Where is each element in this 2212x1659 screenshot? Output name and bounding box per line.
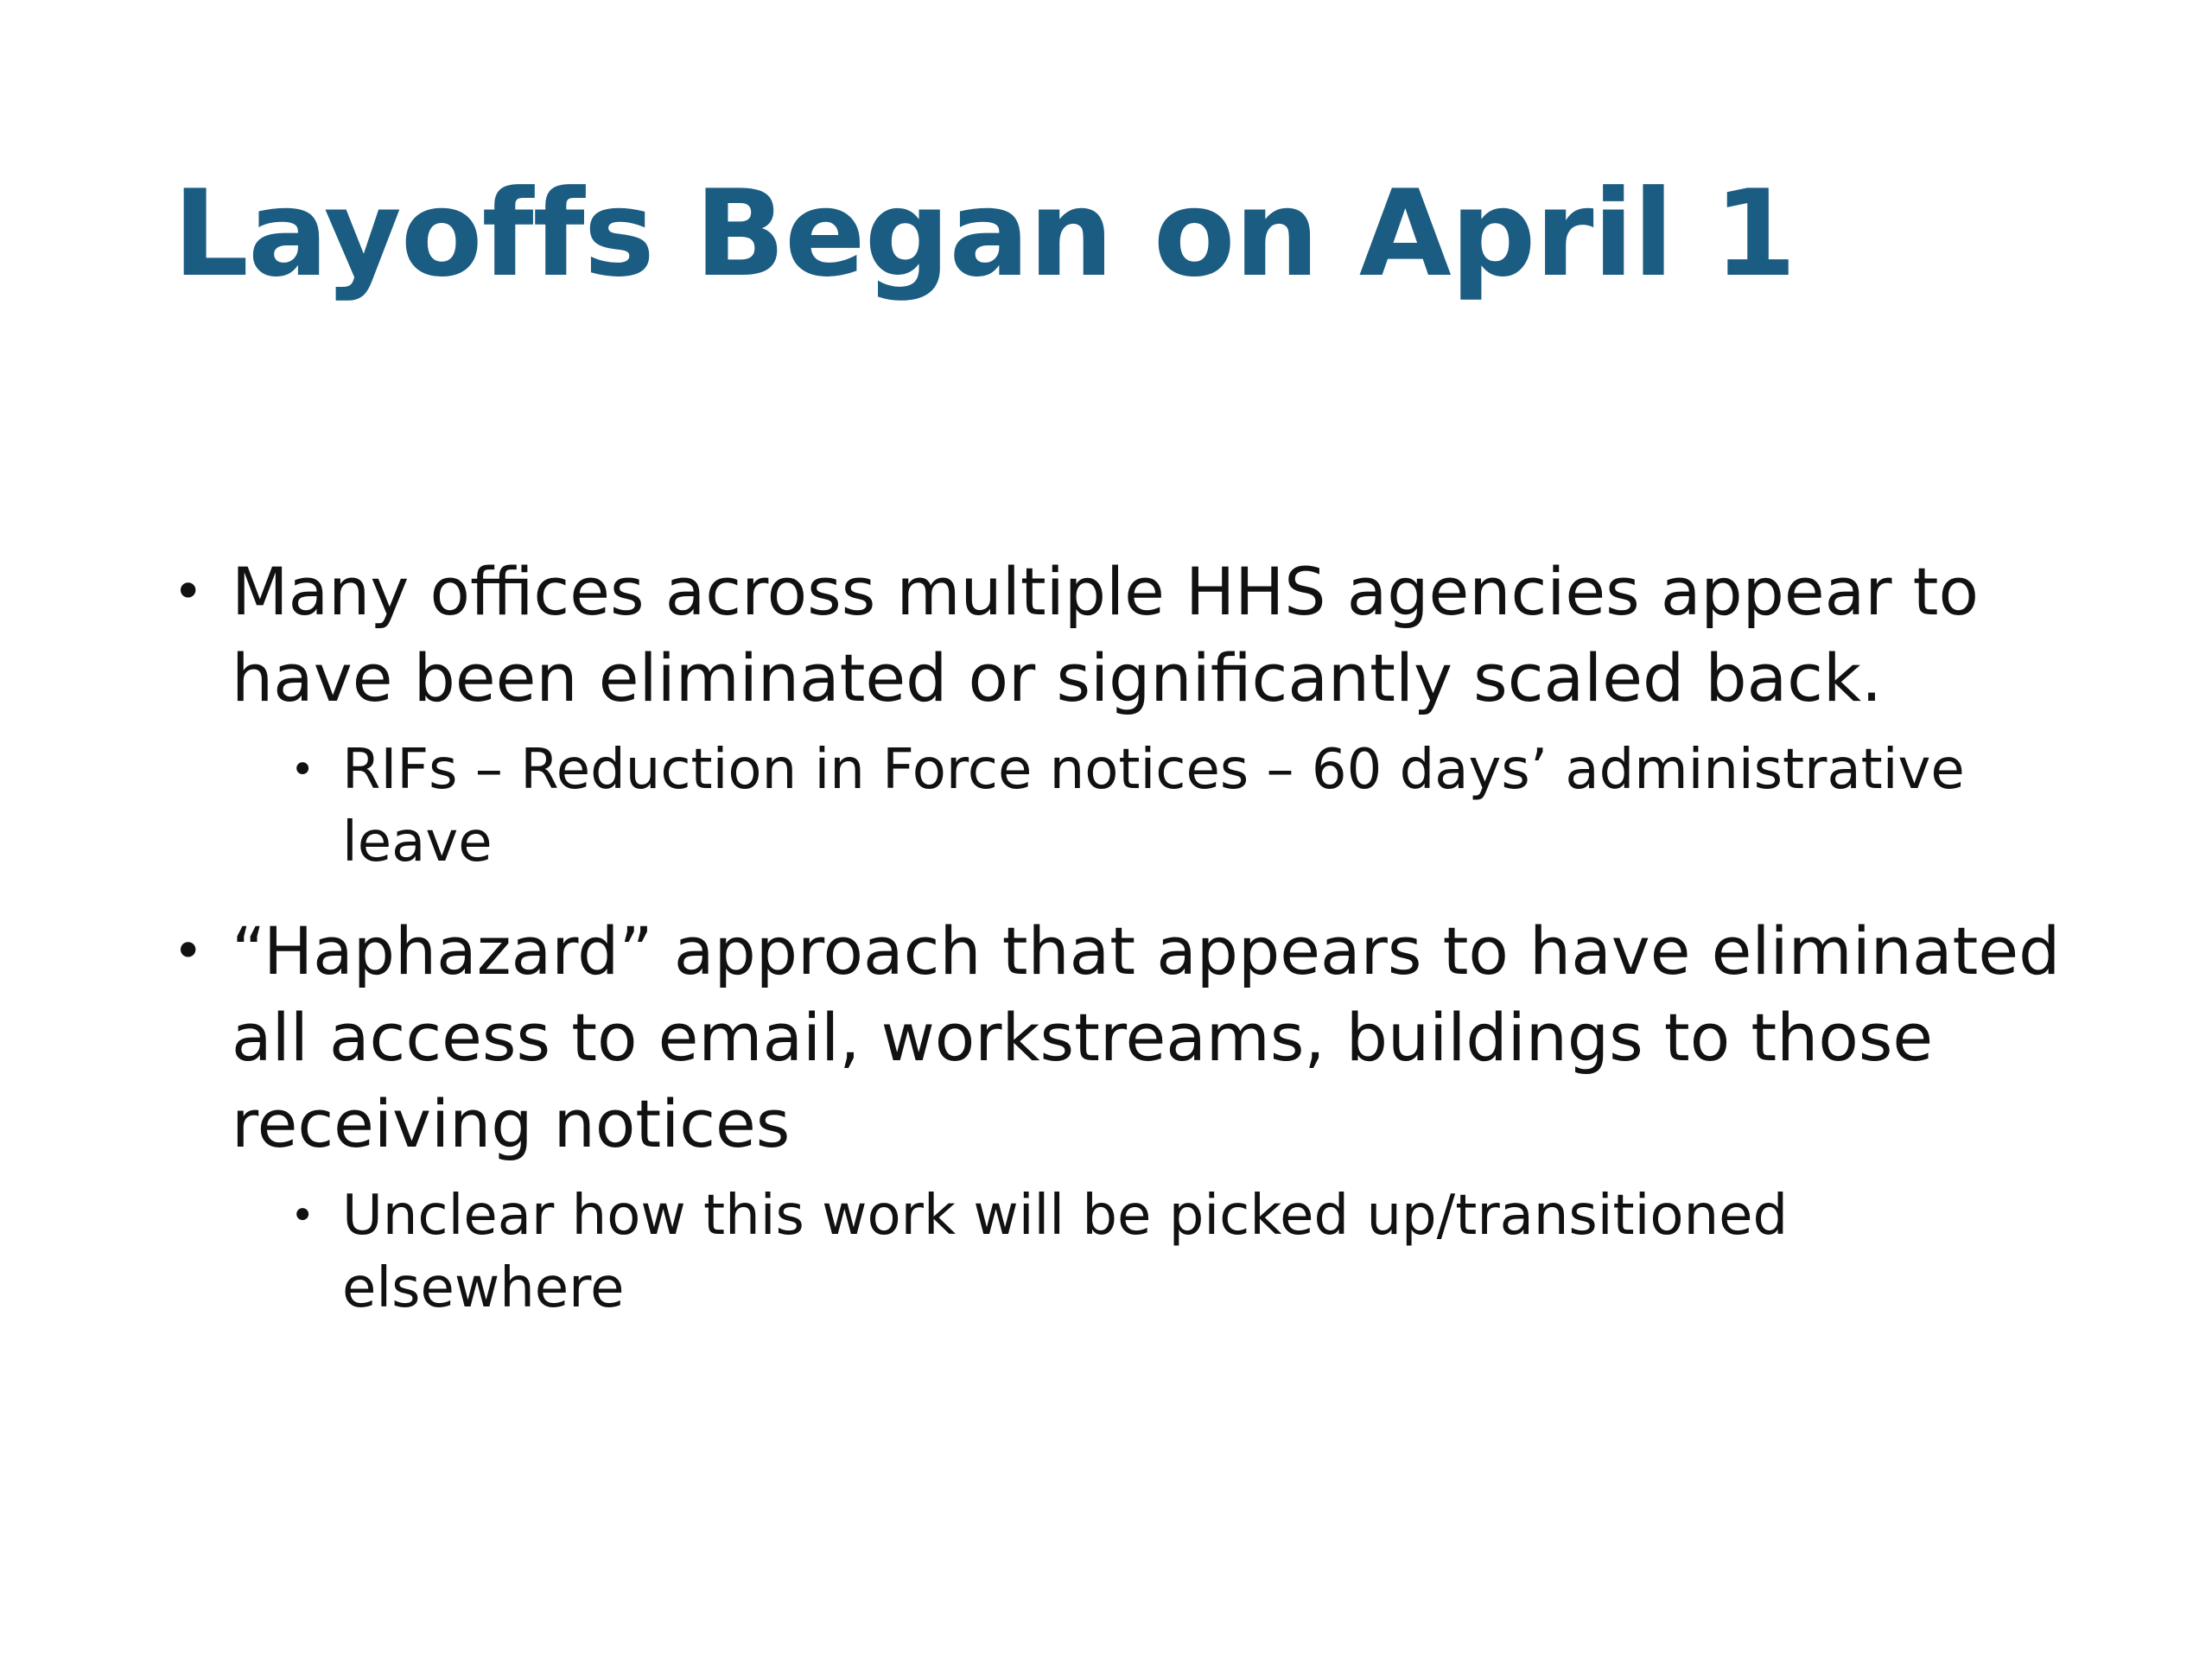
sub-bullet-text: Unclear how this work will be picked up/transitioned elsewhere [342,1184,1789,1320]
bullet-text: Many offices across multiple HHS agencies appear to have been eliminated or significantly scaled back. [232,553,1979,716]
bullet-item [173,908,2126,1325]
sub-bullet-marker: • [290,1192,315,1240]
sub-bullet-list [232,1179,2126,1325]
bullet-text: “Haphazard” approach that appears to have eliminated all access to email, workstreams, buildings to those receiving notices [232,912,2061,1162]
sub-bullet-item [232,734,2070,879]
bullet-list [173,549,2126,1325]
sub-bullet-marker: • [290,746,315,794]
bullet-marker: • [173,562,204,622]
sub-bullet-list [232,734,2126,879]
slide-title: Layoffs Began on April 1 [173,164,1796,303]
sub-bullet-item [232,1179,2070,1325]
sub-bullet-text: RIFs – Reduction in Force notices – 60 days’ administrative leave [342,738,1965,874]
bullet-marker: • [173,921,204,982]
bullet-item [173,549,2126,879]
